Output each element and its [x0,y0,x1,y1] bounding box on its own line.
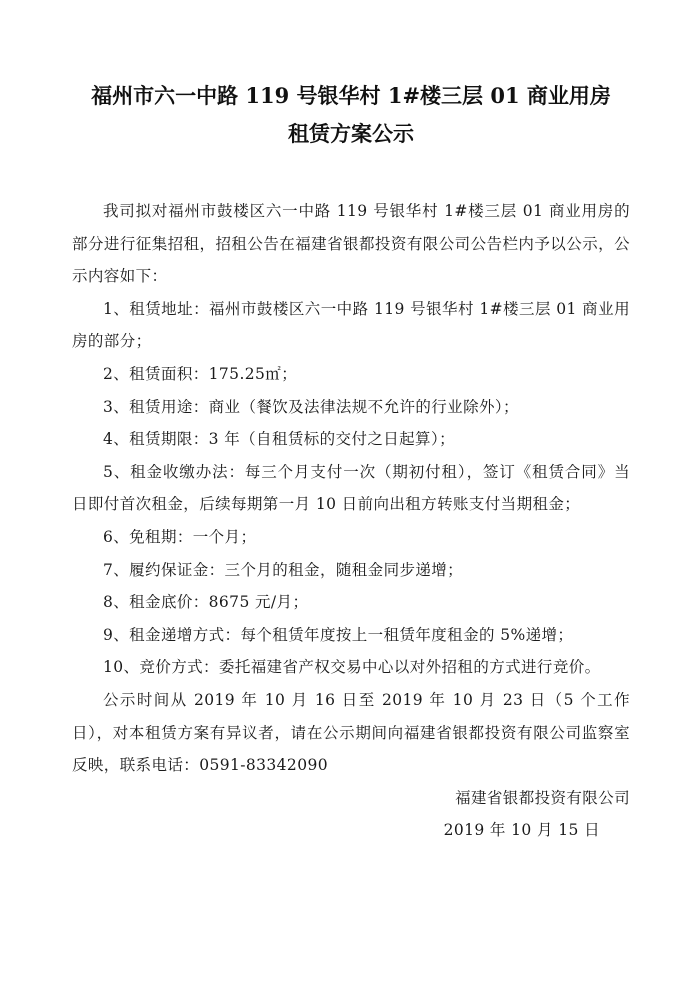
document-title-line2: 租赁方案公示 [288,121,414,146]
list-item: 5、租金收缴办法：每三个月支付一次（期初付租），签订《租赁合同》当日即付首次租金，后续每期第一月 10 日前向出租方转账支付当期租金； [72,462,630,514]
list-item: 2、租赁面积：175.25㎡； [103,364,298,383]
list-item: 10、竞价方式：委托福建省产权交易中心以对外招租的方式进行竞价。 [103,658,601,677]
intro-paragraph: 我司拟对福州市鼓楼区六一中路 119 号银华村 1#楼三层 01 商业用房的部分进行征集招租，招租公告在福建省银都投资有限公司公告栏内予以公示，公示内容如下： [72,202,630,286]
list-item: 7、履约保证金：三个月的租金，随租金同步递增； [103,560,464,579]
list-item: 4、租赁期限：3 年（自租赁标的交付之日起算）； [103,430,456,449]
document-body [72,195,630,847]
list-item: 8、租金底价：8675 元/月； [103,593,309,612]
list-item: 9、租金递增方式：每个租赁年度按上一租赁年度租金的 5%递增； [103,625,574,644]
list-item: 6、免租期：一个月； [103,527,257,546]
signature-date: 2019 年 10 月 15 日 [443,821,600,840]
list-item: 3、租赁用途：商业（餐饮及法律法规不允许的行业除外）； [103,397,519,416]
document-title-line1: 福州市六一中路 119 号银华村 1#楼三层 01 商业用房 [91,83,611,108]
signature-organization: 福建省银都投资有限公司 [455,788,630,807]
closing-paragraph: 公示时间从 2019 年 10 月 16 日至 2019 年 10 月 23 日（5 个工作日），对本租赁方案有异议者，请在公示期间向福建省银都投资有限公司监察室反映，联系电话：0591-83342090 [72,690,630,775]
list-item: 1、租赁地址：福州市鼓楼区六一中路 119 号银华村 1#楼三层 01 商业用房的部分； [72,299,630,351]
